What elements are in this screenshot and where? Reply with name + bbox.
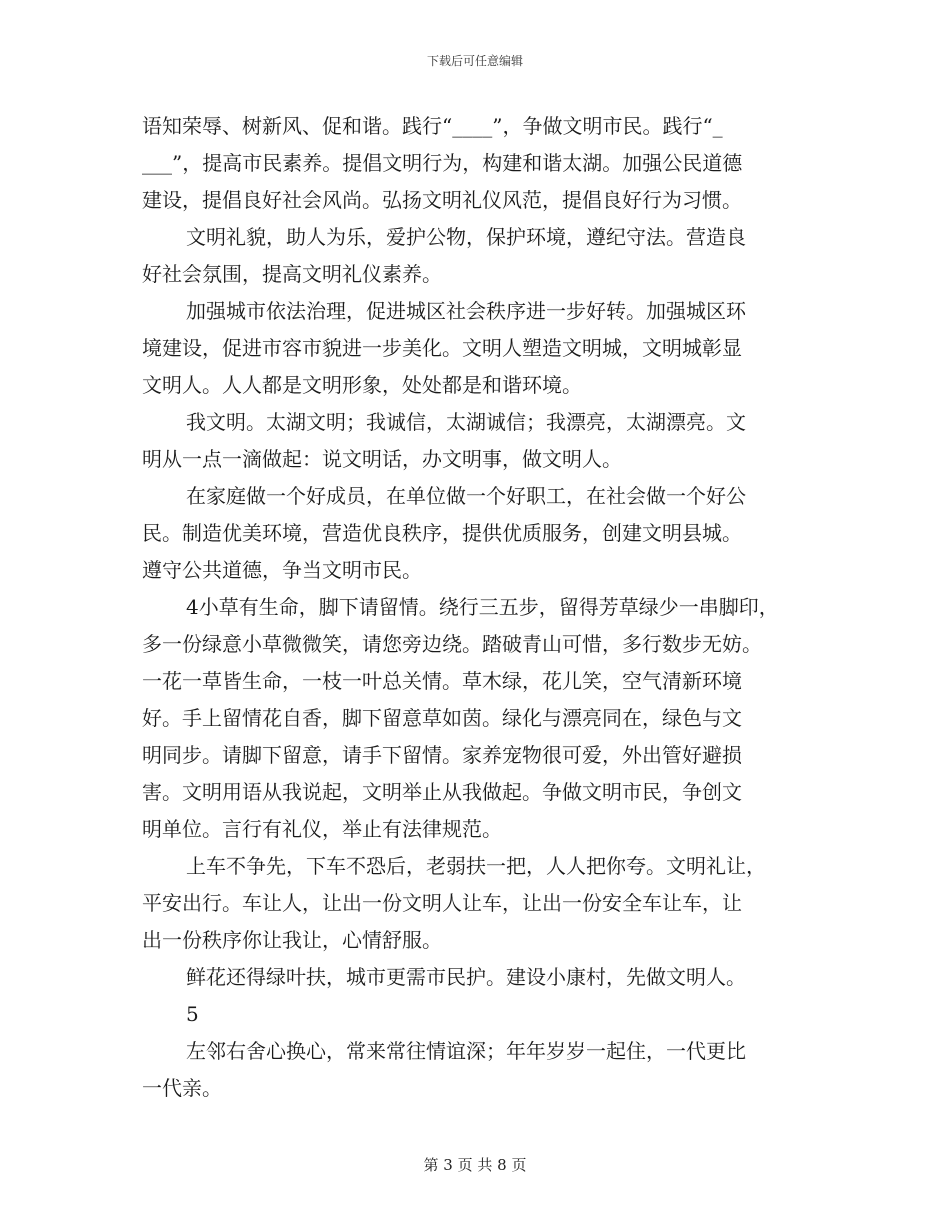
text-line: 明同步。请脚下留意，请手下留情。家养宠物很可爱，外出管好避损 — [142, 743, 742, 767]
page-header: 下载后可任意编辑 — [426, 54, 523, 68]
text-line: 在家庭做一个好成员，在单位做一个好职工，在社会做一个好公 — [186, 484, 746, 508]
text-line: 境建设，促进市容市貌进一步美化。文明人塑造文明城，文明城彰显 — [142, 336, 742, 360]
text-line: 5 — [186, 1002, 199, 1026]
text-line: 好。手上留情花自香，脚下留意草如茵。绿化与漂亮同在，绿色与文 — [142, 706, 742, 730]
text-line: 一花一草皆生命，一枝一叶总关情。草木绿，花儿笑，空气清新环境 — [142, 669, 742, 693]
text-line: 鲜花还得绿叶扶，城市更需市民护。建设小康村，先做文明人。 — [186, 965, 746, 989]
text-line: 明单位。言行有礼仪，举止有法律规范。 — [142, 817, 502, 841]
text-line: 左邻右舍心换心，常来常往情谊深；年年岁岁一起住，一代更比 — [186, 1039, 746, 1063]
page-footer: 第 3 页 共 8 页 — [423, 1156, 527, 1174]
text-line: 上车不争先，下车不恐后，老弱扶一把，人人把你夸。文明礼让， — [186, 854, 766, 878]
text-line: 加强城市依法治理，促进城区社会秩序进一步好转。加强城区环 — [186, 299, 746, 323]
text-line: 一代亲。 — [142, 1076, 222, 1100]
text-line: 害。文明用语从我说起，文明举止从我做起。争做文明市民，争创文 — [142, 780, 742, 804]
text-line: 平安出行。车让人，让出一份文明人让车，让出一份安全车让车，让 — [142, 891, 742, 915]
text-line: 遵守公共道德，争当文明市民。 — [142, 558, 422, 582]
text-line: 文明人。人人都是文明形象，处处都是和谐环境。 — [142, 373, 582, 397]
text-line: 语知荣辱、树新风、促和谐。践行“____”，争做文明市民。践行“_ — [142, 114, 723, 138]
text-line: 出一份秩序你让我让，心情舒服。 — [142, 928, 442, 952]
text-line: 好社会氛围，提高文明礼仪素养。 — [142, 262, 442, 286]
text-line: 4小草有生命，脚下请留情。绕行三五步，留得芳草绿少一串脚印， — [186, 595, 779, 619]
text-line: 民。制造优美环境，营造优良秩序，提供优质服务，创建文明县城。 — [142, 521, 742, 545]
text-line: 建设，提倡良好社会风尚。弘扬文明礼仪风范，提倡良好行为习惯。 — [142, 188, 742, 212]
text-line: 文明礼貌，助人为乐，爱护公物，保护环境，遵纪守法。营造良 — [186, 225, 746, 249]
text-line: 我文明。太湖文明；我诚信，太湖诚信；我漂亮，太湖漂亮。文 — [186, 410, 746, 434]
text-line: 明从一点一滴做起：说文明话，办文明事，做文明人。 — [142, 447, 622, 471]
text-line: ___”，提高市民素养。提倡文明行为，构建和谐太湖。加强公民道德 — [142, 151, 743, 175]
text-line: 多一份绿意小草微微笑，请您旁边绕。踏破青山可惜，多行数步无妨。 — [142, 632, 762, 656]
